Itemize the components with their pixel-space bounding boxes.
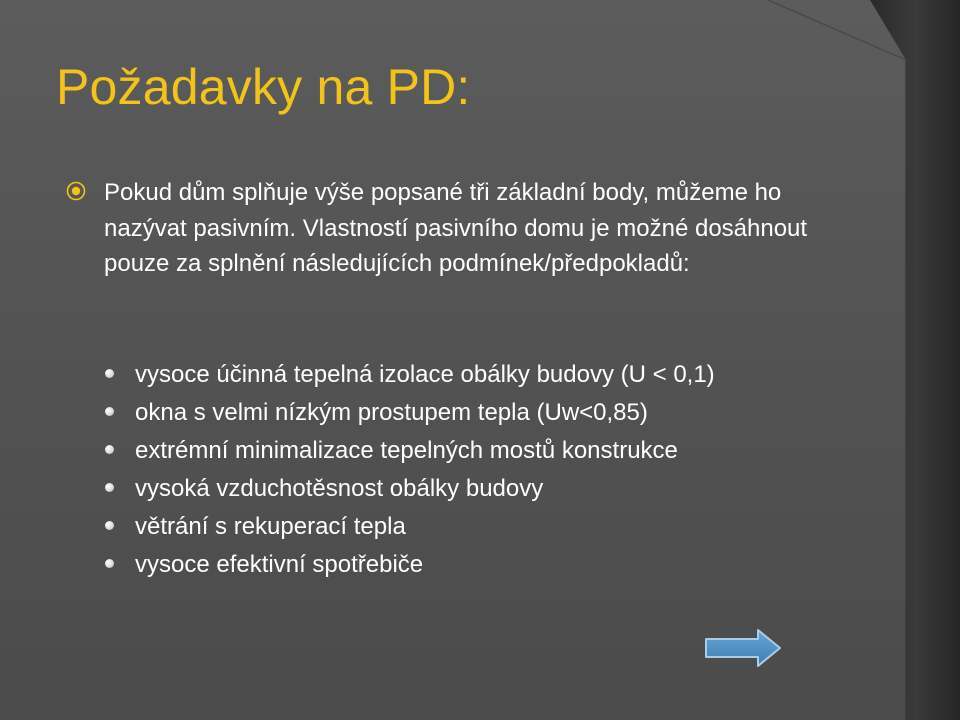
requirement-text: okna s velmi nízkým prostupem tepla (Uw<0,85) (135, 399, 648, 426)
requirement-text: extrémní minimalizace tepelných mostů konstrukce (135, 437, 678, 464)
requirement-text: vysoce účinná tepelná izolace obálky budovy (U < 0,1) (135, 361, 715, 388)
requirements-list (100, 356, 715, 584)
target-bullet-icon (66, 181, 86, 201)
slide-title: Požadavky na PD: (56, 59, 471, 115)
intro-paragraph (66, 175, 866, 282)
dot-bullet-icon (105, 521, 114, 530)
dot-bullet-icon (105, 445, 114, 454)
list-item (100, 432, 715, 470)
dot-bullet-icon (105, 369, 114, 378)
list-item (100, 508, 715, 546)
list-item (100, 470, 715, 508)
dot-bullet-icon (105, 407, 114, 416)
dot-bullet-icon (105, 559, 114, 568)
list-item (100, 394, 715, 432)
next-slide-button[interactable] (704, 628, 782, 668)
list-item (100, 546, 715, 584)
intro-text: Pokud dům splňuje výše popsané tři základní body, můžeme ho nazývat pasivním. Vlastností pasivního domu je možné dosáhnout pouze za splnění následujících podmínek/předpokladů: (104, 179, 808, 277)
dot-bullet-icon (105, 483, 114, 492)
requirement-text: větrání s rekuperací tepla (135, 513, 406, 540)
requirement-text: vysoká vzduchotěsnost obálky budovy (135, 475, 544, 502)
list-item (100, 356, 715, 394)
arrow-right-icon (704, 628, 782, 668)
requirement-text: vysoce efektivní spotřebiče (135, 551, 424, 578)
